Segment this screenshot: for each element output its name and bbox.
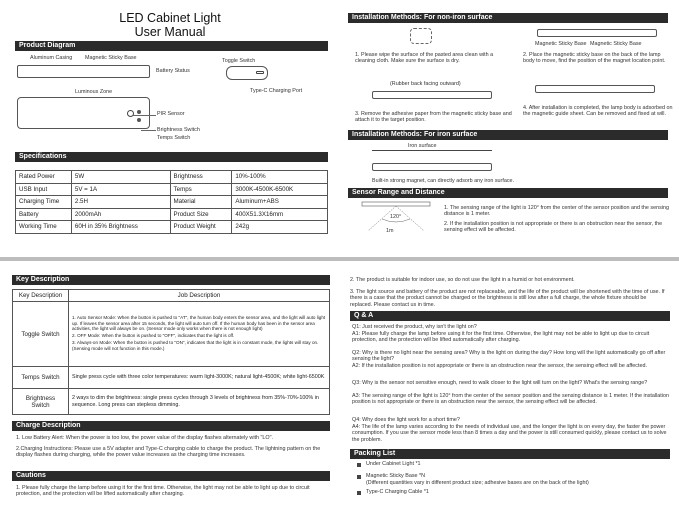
lamp-installed xyxy=(535,85,655,93)
cautions-p1: 1. Please fully charge the lamp before using it for the first time. Otherwise, the light may not be able to light up due to circuit protection, and the protection will be lifted automatically after charging. xyxy=(16,485,310,498)
lamp-on-iron xyxy=(372,163,492,171)
label-casing: Aluminum Casing xyxy=(30,55,73,61)
label-toggle: Toggle Switch xyxy=(222,58,256,64)
spec-row xyxy=(16,208,328,221)
spec-cell: Brightness xyxy=(170,171,232,184)
spec-cell: Working Time xyxy=(16,221,72,234)
install-iron-header: Installation Methods: For iron surface xyxy=(348,130,668,140)
install-iron-text: Built-in strong magnet, can directly adsorb any iron surface. xyxy=(372,178,515,184)
install-step3: 3. Remove the adhesive paper from the magnetic sticky base and attach it to the target position. xyxy=(355,111,512,124)
packing-i1: Under Cabinet Light *1 xyxy=(366,461,421,467)
spec-row xyxy=(16,171,328,184)
typec-port-icon xyxy=(256,71,264,74)
label-base2: Magnetic Sticky Base xyxy=(590,41,642,47)
label-rubber: (Rubber back facing outward) xyxy=(390,81,461,87)
button-dot-icon xyxy=(137,110,141,114)
spec-cell: 10%-100% xyxy=(232,171,328,184)
qa-q1: Q1: Just received the product, why isn't the light on? xyxy=(352,324,477,330)
qa-a4: A4: The life of the lamp varies according to the needs of individual use, and the longer the light is on every day, the faster the power consumption. If you use the sensor mode less than 8 times a day and the power is still consumed quickly, please contact us to solve the problem. xyxy=(352,424,667,443)
cloth-wipe-icon xyxy=(410,28,432,44)
label-pir: PIR Sensor xyxy=(157,111,185,117)
kd-toggle-paragraph: 3. Always-on Mode: When the button is pushed to "ON", indicates that the light is in constant mode, the lights will stay on. (Sensing mode will not function in this mode.) xyxy=(72,340,319,351)
kd-toggle-paragraph: 2. OFF Mode: When the button is pushed to "OFF", indicates that the light is off. xyxy=(72,333,235,339)
qa-q3: Q3: Why is the sensor not sensitive enough, need to walk closer to the light will turn on the light? What's the sensing range? xyxy=(352,380,648,386)
packing-i3: Type-C Charging Cable *1 xyxy=(366,489,429,495)
label-base: Magnetic Sticky Base xyxy=(85,55,137,61)
kd-desc-temps: Single press cycle with three color temperatures: warm light-3000K; natural light-4500K; white light-6500K xyxy=(69,367,330,389)
kd-toggle-paragraph: 1. Auto Sensor Mode: When the button is pushed to "AT", the human body enters the sensor area, and the light will auto light up. If leaves the sensor area after 15 seconds, the light will auto turn off. If the human body has been in the sensor area activities, the light will always be on. (Sensor mode only works when there is not enough light) xyxy=(72,314,326,332)
label-typec: Type-C Charging Port xyxy=(250,88,303,94)
label-brightness: Brightness Switch xyxy=(157,127,200,133)
spec-row xyxy=(16,221,328,234)
spec-cell: Product Weight xyxy=(170,221,232,234)
specifications-header: Specifications xyxy=(15,152,328,162)
spec-cell: Material xyxy=(170,196,232,209)
spec-cell: 2000mAh xyxy=(71,208,170,221)
spec-cell: Product Size xyxy=(170,208,232,221)
spec-row xyxy=(16,196,328,209)
qa-q4: Q4: Why does the light work for a short time? xyxy=(352,417,460,423)
sensor-text1: 1. The sensing range of the light is 120° from the center of the sensor position and the sensing distance is 1 meter. xyxy=(444,205,670,218)
bullet-icon xyxy=(357,491,361,495)
spec-cell: 3000K-4500K-6500K xyxy=(232,183,328,196)
spec-cell: Charging Time xyxy=(16,196,72,209)
install-step1: 1. Please wipe the surface of the pasted area clean with a cleaning cloth. Make sure the surface is dry. xyxy=(355,52,494,65)
cautions-header: Cautions xyxy=(12,471,330,481)
qa-a2: A2: If the installation position is not appropriate or there is an obstruction near the sensor, the sensing effect will be affected. xyxy=(352,363,647,369)
iron-surface-label: Iron surface xyxy=(408,143,437,149)
kd-key-brightness: Brightness Switch xyxy=(13,389,69,415)
qa-a1: A1: Please fully charge the lamp before using it for the first time. Otherwise, the light may not be able to light up due to circuit protection, and the protection will be lifted automatically after charging. xyxy=(352,331,650,344)
specifications-table xyxy=(15,170,328,234)
label-luminous: Luminous Zone xyxy=(75,89,113,95)
sensor-distance: 1m xyxy=(386,228,394,234)
light-bar-top xyxy=(17,65,150,78)
qa-header: Q & A xyxy=(350,311,670,321)
kd-key-temps: Temps Switch xyxy=(13,367,69,389)
kd-col2: Job Description xyxy=(69,290,330,302)
spec-cell: 5W xyxy=(71,171,170,184)
sensor-angle: 120° xyxy=(390,214,402,220)
charge-p2: 2.Charging Instructions: Please use a 5V adapter and Type-C charging cable to charge the product. The lightning pattern on the display flashes during charging, while the power value increases as the charging time increases. xyxy=(16,446,321,459)
title-line1: LED Cabinet Light xyxy=(119,11,221,25)
page-divider xyxy=(0,257,679,261)
key-description-table xyxy=(12,289,330,415)
title-line2: User Manual xyxy=(134,25,206,39)
spec-cell: Aluminum+ABS xyxy=(232,196,328,209)
button-dot-icon-2 xyxy=(137,118,141,122)
packing-i2: Magnetic Sticky Base *N xyxy=(366,473,426,479)
spec-cell: 2.5H xyxy=(71,196,170,209)
charge-p1: 1. Low Battery Alert: When the power is too low, the power value of the display flashes alternately with "LO". xyxy=(16,435,274,441)
charge-header: Charge Description xyxy=(12,421,330,431)
key-description-header: Key Description xyxy=(12,275,330,285)
label-battery: Battery Status xyxy=(156,68,190,74)
kd-col1: Key Description xyxy=(13,290,69,302)
qa-q2: Q2: Why is there no light near the sensing area? Why is the light on during the day? How long will the light automatically go off after sensing the light? xyxy=(352,350,666,363)
note-p2: 2. The product is suitable for indoor use, so do not use the light in a humid or hot environment. xyxy=(350,277,575,283)
install-non-iron-header: Installation Methods: For non-iron surface xyxy=(348,13,668,23)
label-temps: Temps Switch xyxy=(157,135,191,141)
sensor-header: Sensor Range and Distance xyxy=(348,188,668,198)
spec-cell: 5V = 1A xyxy=(71,183,170,196)
bullet-icon xyxy=(357,463,361,467)
lamp-with-bases xyxy=(372,91,492,99)
qa-a3: A3: The sensing range of the light is 120° from the center of the sensor position and the sensing distance is 1 meter. If the installation position is not appropriate or there is an obstruction near the sensor, the sensing effect will be affected. xyxy=(352,393,669,406)
label-base1: Magnetic Sticky Base xyxy=(535,41,587,47)
lamp-back-view xyxy=(537,29,657,37)
spec-cell: 60H in 35% Brightness xyxy=(71,221,170,234)
spec-row xyxy=(16,183,328,196)
bullet-icon xyxy=(357,475,361,479)
note-p3: 3. The light source and battery of the product are not replaceable, and the life of the product will be shortened with the time of use. If there is a case that the product cannot be charged or the brightness is still low after a full charge, the whole fixture should be replaced. Please contact us in time. xyxy=(350,289,665,308)
install-step2: 2. Place the magnetic sticky base on the back of the lamp body to move, find the position of the magnet location point. xyxy=(523,52,666,65)
packing-header: Packing List xyxy=(350,449,670,459)
kd-key-toggle: Toggle Switch xyxy=(13,302,69,367)
install-step4: 4. After installation is completed, the lamp body is adsorbed on the magnetic guide sheet. Can be removed and fixed at will. xyxy=(523,105,673,118)
spec-cell: Temps xyxy=(170,183,232,196)
product-diagram-header: Product Diagram xyxy=(15,41,328,51)
spec-cell: Battery xyxy=(16,208,72,221)
sensor-text2: 2. If the installation position is not appropriate or there is an obstruction near the sensor, the sensing effect will be affected. xyxy=(444,221,663,234)
spec-cell: 242g xyxy=(232,221,328,234)
sensor-dot-icon xyxy=(127,110,134,117)
spec-cell: USB Input xyxy=(16,183,72,196)
spec-cell: 400X51.3X16mm xyxy=(232,208,328,221)
kd-desc-brightness: 2 ways to dim the brightness: single press cycles through 3 levels of brightness from 35%-70%-100% in sequence. Long press can stepless dimming. xyxy=(69,389,330,415)
spec-cell: Rated Power xyxy=(16,171,72,184)
kd-desc-toggle xyxy=(69,302,330,367)
packing-i2note: (Different quantities vary in different product size; adhesive bases are on the back of the light) xyxy=(366,480,589,486)
